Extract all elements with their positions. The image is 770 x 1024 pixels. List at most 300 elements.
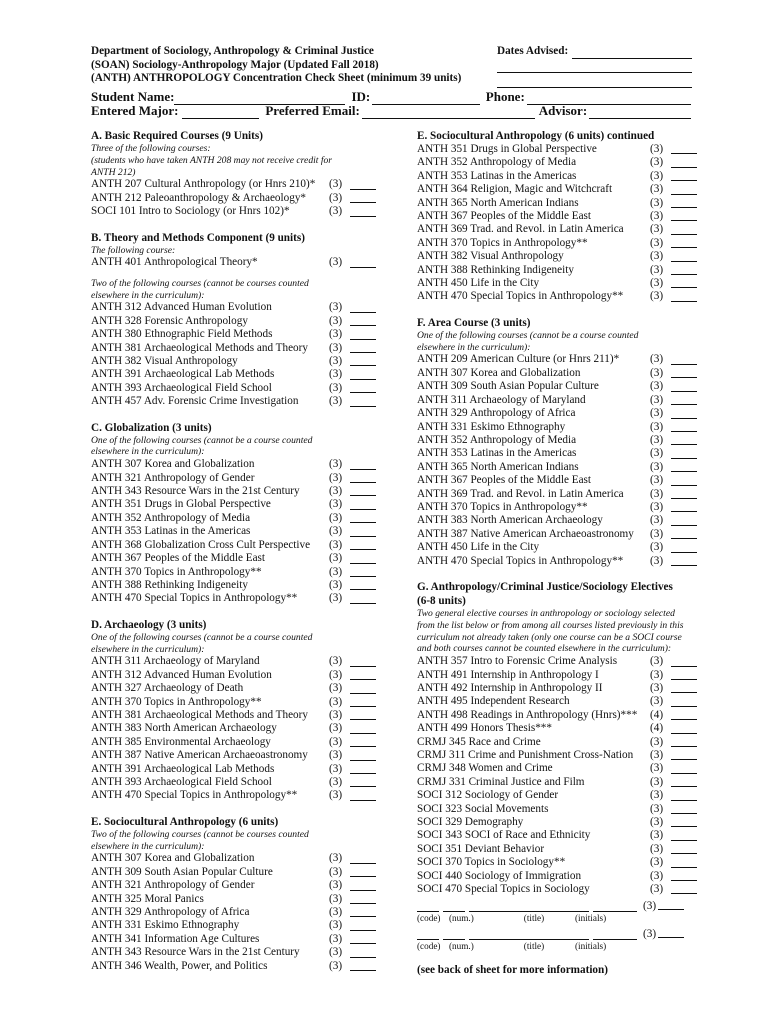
section-title: F. Area Course (3 units)	[417, 316, 531, 329]
course-name: ANTH 309 South Asian Popular Culture	[417, 380, 599, 393]
course-check-field[interactable]	[671, 816, 697, 827]
section-title: E. Sociocultural Anthropology (6 units) continued	[417, 130, 655, 142]
course-row	[91, 579, 376, 592]
course-name: ANTH 352 Anthropology of Media	[417, 156, 577, 169]
course-check-field[interactable]	[671, 381, 697, 392]
course-section	[417, 580, 697, 953]
course-row	[417, 143, 697, 156]
course-row	[417, 210, 697, 223]
course-units: (3)	[329, 301, 343, 314]
course-units: (3)	[650, 695, 664, 708]
course-name: ANTH 470 Special Topics in Anthropology**	[417, 290, 624, 303]
advisor-field[interactable]	[589, 106, 691, 119]
course-units: (3)	[329, 538, 343, 551]
course-units: (3)	[650, 380, 664, 393]
course-name: ANTH 369 Trad. and Revol. in Latin America	[417, 223, 624, 236]
write-in-captions	[417, 940, 697, 952]
course-check-field[interactable]	[350, 472, 376, 483]
course-units: (3)	[329, 511, 343, 524]
course-check-field[interactable]	[671, 291, 697, 302]
course-check-field[interactable]	[671, 354, 697, 365]
course-units: (3)	[650, 735, 664, 748]
course-name: ANTH 367 Peoples of the Middle East	[417, 474, 592, 487]
course-name: ANTH 498 Readings in Anthropology (Hnrs)***	[417, 708, 638, 721]
course-units: (3)	[650, 250, 664, 263]
course-row	[417, 695, 697, 708]
course-units: (3)	[650, 353, 664, 366]
course-row	[91, 736, 376, 749]
course-units: (3)	[650, 789, 664, 802]
course-units: (3)	[329, 655, 343, 668]
course-check-field[interactable]	[350, 880, 376, 891]
course-row	[417, 709, 697, 722]
course-check-field[interactable]	[350, 736, 376, 747]
course-check-field[interactable]	[350, 696, 376, 707]
course-units: (3)	[329, 485, 343, 498]
course-units: (3)	[329, 256, 343, 269]
course-row	[417, 528, 697, 541]
course-row	[91, 205, 376, 218]
course-check-field[interactable]	[350, 302, 376, 313]
course-check-field[interactable]	[671, 515, 697, 526]
section-note: elsewhere in the curriculum):	[91, 289, 205, 301]
course-name: ANTH 367 Peoples of the Middle East	[417, 210, 592, 223]
course-units: (3)	[650, 541, 664, 554]
section-note: One of the following courses (cannot be a course counted	[91, 631, 313, 643]
course-units: (3)	[650, 263, 664, 276]
course-units: (3)	[650, 290, 664, 303]
course-row	[417, 722, 697, 735]
course-check-field[interactable]	[350, 669, 376, 680]
course-check-field[interactable]	[671, 264, 697, 275]
course-row	[91, 315, 376, 328]
course-check-field[interactable]	[671, 696, 697, 707]
course-check-field[interactable]	[671, 843, 697, 854]
course-row	[91, 709, 376, 722]
course-check-field[interactable]	[671, 434, 697, 445]
course-check-field[interactable]	[350, 947, 376, 958]
course-check-field[interactable]	[350, 893, 376, 904]
course-check-field[interactable]	[671, 790, 697, 801]
course-check-field[interactable]	[350, 512, 376, 523]
course-row	[91, 776, 376, 789]
course-check-field[interactable]	[658, 899, 684, 910]
course-row	[417, 856, 697, 869]
course-check-field[interactable]	[350, 553, 376, 564]
course-check-field[interactable]	[350, 396, 376, 407]
course-name: ANTH 470 Special Topics in Anthropology**	[417, 554, 624, 567]
course-name: CRMJ 331 Criminal Justice and Film	[417, 775, 585, 788]
course-row	[91, 395, 376, 408]
course-check-field[interactable]	[350, 723, 376, 734]
course-units: (3)	[650, 487, 664, 500]
course-name: ANTH 311 Archaeology of Maryland	[91, 655, 260, 668]
course-units: (3)	[650, 816, 664, 829]
course-units: (3)	[329, 355, 343, 368]
course-check-field[interactable]	[671, 421, 697, 432]
course-row	[91, 301, 376, 314]
course-row	[91, 749, 376, 762]
write-in-captions	[417, 912, 697, 924]
section-note: The following course:	[91, 244, 176, 256]
course-name: ANTH 312 Advanced Human Evolution	[91, 668, 272, 681]
write-in-caption: (code)	[417, 913, 441, 924]
course-row	[417, 353, 697, 366]
course-check-field[interactable]	[350, 579, 376, 590]
write-in-field[interactable]	[469, 900, 589, 912]
course-row	[417, 407, 697, 420]
course-check-field[interactable]	[671, 237, 697, 248]
course-units: (3)	[329, 789, 343, 802]
course-row	[417, 434, 697, 447]
course-name: ANTH 343 Resource Wars in the 21st Century	[91, 946, 300, 959]
course-check-field[interactable]	[350, 776, 376, 787]
course-check-field[interactable]	[671, 682, 697, 693]
course-check-field[interactable]	[671, 723, 697, 734]
course-check-field[interactable]	[350, 382, 376, 393]
course-name: ANTH 381 Archaeological Methods and Theory	[91, 341, 308, 354]
major-info-row	[91, 103, 691, 119]
course-units: (3)	[329, 471, 343, 484]
course-units: (3)	[650, 433, 664, 446]
section-note: One of the following courses (cannot be a course counted	[417, 329, 639, 341]
course-row	[417, 290, 697, 303]
course-section	[91, 618, 376, 803]
write-in-field[interactable]	[593, 900, 637, 912]
course-name: ANTH 370 Topics in Anthropology**	[91, 695, 262, 708]
course-row	[417, 250, 697, 263]
course-check-field[interactable]	[671, 170, 697, 181]
course-name: ANTH 321 Anthropology of Gender	[91, 879, 255, 892]
course-units: (3)	[650, 407, 664, 420]
write-in-course-row	[417, 899, 697, 912]
course-units: (3)	[329, 695, 343, 708]
course-row	[91, 472, 376, 485]
course-units: (3)	[650, 775, 664, 788]
course-units: (3)	[329, 565, 343, 578]
course-units: (3)	[650, 869, 664, 882]
section-title: C. Globalization (3 units)	[91, 421, 212, 434]
course-name: ANTH 388 Rethinking Indigeneity	[417, 263, 574, 276]
course-units: (3)	[650, 277, 664, 290]
course-units: (3)	[650, 366, 664, 379]
major-title: (SOAN) Sociology-Anthropology Major (Updated Fall 2018)	[91, 58, 379, 71]
course-units: (3)	[329, 682, 343, 695]
course-name: ANTH 329 Anthropology of Africa	[417, 407, 576, 420]
course-check-field[interactable]	[671, 184, 697, 195]
course-name: ANTH 387 Native American Archaeoastronomy	[417, 527, 634, 540]
section-spacer	[91, 270, 376, 278]
course-check-field[interactable]	[350, 750, 376, 761]
course-name: ANTH 380 Ethnographic Field Methods	[91, 328, 273, 341]
course-units: (3)	[650, 474, 664, 487]
course-name: ANTH 499 Honors Thesis***	[417, 722, 552, 735]
preferred-email-field[interactable]	[362, 106, 535, 119]
section-note: One of the following courses (cannot be a course counted	[91, 434, 313, 446]
course-row	[91, 879, 376, 892]
course-name: ANTH 491 Internship in Anthropology I	[417, 668, 599, 681]
section-note: curriculum not already taken (only one course can be a SOCI course	[417, 631, 682, 643]
course-name: SOCI 440 Sociology of Immigration	[417, 869, 582, 882]
course-check-field[interactable]	[350, 709, 376, 720]
course-row	[417, 367, 697, 380]
course-check-field[interactable]	[671, 528, 697, 539]
course-check-field[interactable]	[671, 210, 697, 221]
course-check-field[interactable]	[671, 224, 697, 235]
id-label: ID:	[351, 89, 371, 104]
dates-advised-field-3[interactable]	[497, 73, 692, 88]
write-in-field[interactable]	[443, 928, 465, 940]
section-note: from the list below or from among all courses listed previously in this	[417, 619, 684, 631]
course-name: ANTH 388 Rethinking Indigeneity	[91, 578, 248, 591]
course-units: (3)	[329, 578, 343, 591]
course-name: ANTH 353 Latinas in the Americas	[91, 525, 251, 538]
course-name: ANTH 352 Anthropology of Media	[91, 511, 251, 524]
course-check-field[interactable]	[671, 883, 697, 894]
course-name: ANTH 370 Topics in Anthropology**	[417, 500, 588, 513]
course-check-field[interactable]	[350, 960, 376, 971]
course-check-field[interactable]	[671, 197, 697, 208]
course-units: (3)	[650, 842, 664, 855]
course-check-field[interactable]	[671, 763, 697, 774]
course-name: ANTH 353 Latinas in the Americas	[417, 447, 577, 460]
course-check-field[interactable]	[671, 749, 697, 760]
course-check-field[interactable]	[671, 367, 697, 378]
course-check-field[interactable]	[350, 539, 376, 550]
course-check-field[interactable]	[671, 157, 697, 168]
course-check-field[interactable]	[350, 853, 376, 864]
course-units: (3)	[329, 932, 343, 945]
course-units: (3)	[329, 735, 343, 748]
course-units: (3)	[650, 856, 664, 869]
course-check-field[interactable]	[350, 763, 376, 774]
write-in-field[interactable]	[417, 928, 439, 940]
course-units: (3)	[650, 143, 664, 155]
course-check-field[interactable]	[350, 593, 376, 604]
write-in-field[interactable]	[469, 928, 589, 940]
course-name: ANTH 367 Peoples of the Middle East	[91, 552, 266, 565]
course-check-field[interactable]	[350, 257, 376, 268]
course-row	[91, 192, 376, 205]
course-check-field[interactable]	[350, 342, 376, 353]
section-note: elsewhere in the curriculum):	[417, 341, 531, 353]
course-check-field[interactable]	[671, 830, 697, 841]
section-title: E. Sociocultural Anthropology (6 units)	[91, 815, 279, 828]
student-name-label: Student Name:	[91, 89, 175, 104]
write-in-course-row	[417, 927, 697, 940]
course-check-field[interactable]	[671, 475, 697, 486]
course-name: SOCI 101 Intro to Sociology (or Hnrs 102)*	[91, 205, 290, 218]
course-check-field[interactable]	[350, 485, 376, 496]
course-name: ANTH 365 North American Indians	[417, 460, 579, 473]
course-check-field[interactable]	[350, 329, 376, 340]
course-check-field[interactable]	[671, 736, 697, 747]
course-check-field[interactable]	[350, 790, 376, 801]
course-row	[91, 592, 376, 605]
course-check-field[interactable]	[350, 315, 376, 326]
course-name: ANTH 351 Drugs in Global Perspective	[417, 143, 597, 155]
course-units: (3)	[329, 775, 343, 788]
course-units: (3)	[650, 393, 664, 406]
course-check-field[interactable]	[671, 656, 697, 667]
course-check-field[interactable]	[671, 776, 697, 787]
course-units: (3)	[650, 236, 664, 249]
course-row	[417, 264, 697, 277]
course-row	[91, 178, 376, 191]
course-check-field[interactable]	[658, 927, 684, 938]
course-row	[417, 655, 697, 668]
course-check-field[interactable]	[671, 501, 697, 512]
course-row	[91, 368, 376, 381]
course-name: ANTH 365 North American Indians	[417, 196, 579, 209]
course-check-field[interactable]	[671, 857, 697, 868]
course-check-field[interactable]	[671, 555, 697, 566]
course-units: (3)	[650, 460, 664, 473]
course-name: SOCI 370 Topics in Sociology**	[417, 856, 566, 869]
course-name: ANTH 207 Cultural Anthropology (or Hnrs 210)*	[91, 178, 316, 191]
course-check-field[interactable]	[671, 488, 697, 499]
course-name: ANTH 325 Moral Panics	[91, 892, 204, 905]
course-name: ANTH 391 Archaeological Lab Methods	[91, 368, 275, 381]
course-name: ANTH 401 Anthropological Theory*	[91, 256, 258, 269]
course-check-field[interactable]	[350, 179, 376, 190]
course-check-field[interactable]	[671, 709, 697, 720]
section-title: B. Theory and Methods Component (9 units)	[91, 231, 305, 244]
course-check-field[interactable]	[350, 459, 376, 470]
course-row	[417, 237, 697, 250]
course-check-field[interactable]	[671, 542, 697, 553]
section-note: (students who have taken ANTH 208 may not receive credit for	[91, 154, 333, 166]
course-name: ANTH 212 Paleoanthropology & Archaeology*	[91, 191, 307, 204]
course-row	[417, 789, 697, 802]
course-check-field[interactable]	[671, 394, 697, 405]
course-units: (3)	[650, 156, 664, 169]
course-check-field[interactable]	[671, 251, 697, 262]
course-name: ANTH 346 Wealth, Power, and Politics	[91, 959, 268, 972]
course-name: SOCI 329 Demography	[417, 816, 524, 829]
course-units: (3)	[650, 802, 664, 815]
course-name: SOCI 343 SOCI of Race and Ethnicity	[417, 829, 591, 842]
section-note: Two of the following courses (cannot be courses counted	[91, 828, 309, 840]
course-units: (3)	[329, 708, 343, 721]
left-column	[91, 129, 376, 985]
write-in-caption: (code)	[417, 941, 441, 952]
course-check-field[interactable]	[671, 448, 697, 459]
course-check-field[interactable]	[350, 566, 376, 577]
write-in-caption: (title)	[523, 941, 545, 952]
course-check-field[interactable]	[671, 803, 697, 814]
preferred-email-label: Preferred Email:	[265, 103, 360, 118]
course-check-field[interactable]	[350, 369, 376, 380]
course-check-field[interactable]	[350, 683, 376, 694]
course-row	[417, 555, 697, 568]
course-units: (3)	[329, 381, 343, 394]
course-check-field[interactable]	[350, 355, 376, 366]
course-name: ANTH 353 Latinas in the Americas	[417, 169, 577, 182]
course-units: (3)	[650, 762, 664, 775]
course-name: ANTH 470 Special Topics in Anthropology**	[91, 789, 298, 802]
course-units: (3)	[329, 865, 343, 878]
course-check-field[interactable]	[671, 143, 697, 154]
dates-advised-label: Dates Advised:	[497, 45, 569, 57]
course-check-field[interactable]	[671, 277, 697, 288]
course-row	[417, 197, 697, 210]
course-row	[417, 736, 697, 749]
course-units: (3)	[329, 314, 343, 327]
course-check-field[interactable]	[350, 656, 376, 667]
course-name: ANTH 209 American Culture (or Hnrs 211)*	[417, 353, 620, 366]
course-units: (3)	[650, 668, 664, 681]
course-units: (3)	[650, 210, 664, 223]
course-check-field[interactable]	[671, 461, 697, 472]
course-check-field[interactable]	[350, 206, 376, 217]
course-name: ANTH 369 Trad. and Revol. in Latin America	[417, 487, 624, 500]
write-in-caption: (initials)	[575, 913, 607, 924]
course-name: ANTH 383 North American Archaeology	[417, 514, 603, 527]
course-units: (3)	[329, 498, 343, 511]
course-units: (3)	[329, 328, 343, 341]
course-check-field[interactable]	[350, 933, 376, 944]
course-row	[417, 421, 697, 434]
course-name: ANTH 457 Adv. Forensic Crime Investigation	[91, 395, 299, 408]
course-check-field[interactable]	[350, 192, 376, 203]
course-name: CRMJ 345 Race and Crime	[417, 735, 541, 748]
course-name: SOCI 312 Sociology of Gender	[417, 789, 559, 802]
course-row	[91, 525, 376, 538]
course-row	[91, 682, 376, 695]
entered-major-field[interactable]	[182, 106, 259, 119]
course-row	[417, 461, 697, 474]
course-units: (3)	[650, 447, 664, 460]
course-name: ANTH 382 Visual Anthropology	[91, 355, 238, 368]
course-check-field[interactable]	[350, 526, 376, 537]
course-check-field[interactable]	[671, 870, 697, 881]
course-units: (3)	[329, 722, 343, 735]
course-units: (3)	[329, 368, 343, 381]
section-note: Two of the following courses (cannot be courses counted	[91, 277, 309, 289]
course-check-field[interactable]	[350, 499, 376, 510]
course-name: ANTH 382 Visual Anthropology	[417, 250, 564, 263]
write-in-field[interactable]	[417, 900, 439, 912]
course-check-field[interactable]	[671, 669, 697, 680]
course-row	[91, 906, 376, 919]
course-units: (3)	[329, 959, 343, 972]
write-in-units: (3)	[643, 928, 657, 941]
course-name: ANTH 393 Archaeological Field School	[91, 381, 272, 394]
course-check-field[interactable]	[350, 920, 376, 931]
write-in-units: (3)	[643, 900, 657, 913]
course-row	[91, 342, 376, 355]
course-units: (3)	[329, 341, 343, 354]
course-name: ANTH 387 Native American Archaeoastronomy	[91, 749, 308, 762]
course-check-field[interactable]	[350, 906, 376, 917]
course-row	[91, 893, 376, 906]
write-in-caption: (title)	[523, 913, 545, 924]
write-in-field[interactable]	[593, 928, 637, 940]
section-note: elsewhere in the curriculum):	[91, 643, 205, 655]
course-row	[417, 803, 697, 816]
course-row	[417, 170, 697, 183]
course-name: ANTH 312 Advanced Human Evolution	[91, 301, 272, 314]
course-units: (4)	[650, 722, 664, 735]
course-check-field[interactable]	[671, 408, 697, 419]
course-name: ANTH 341 Information Age Cultures	[91, 932, 260, 945]
course-check-field[interactable]	[350, 866, 376, 877]
course-units: (3)	[650, 500, 664, 513]
write-in-field[interactable]	[443, 900, 465, 912]
dates-advised-field-2[interactable]	[497, 59, 692, 74]
course-row	[91, 512, 376, 525]
